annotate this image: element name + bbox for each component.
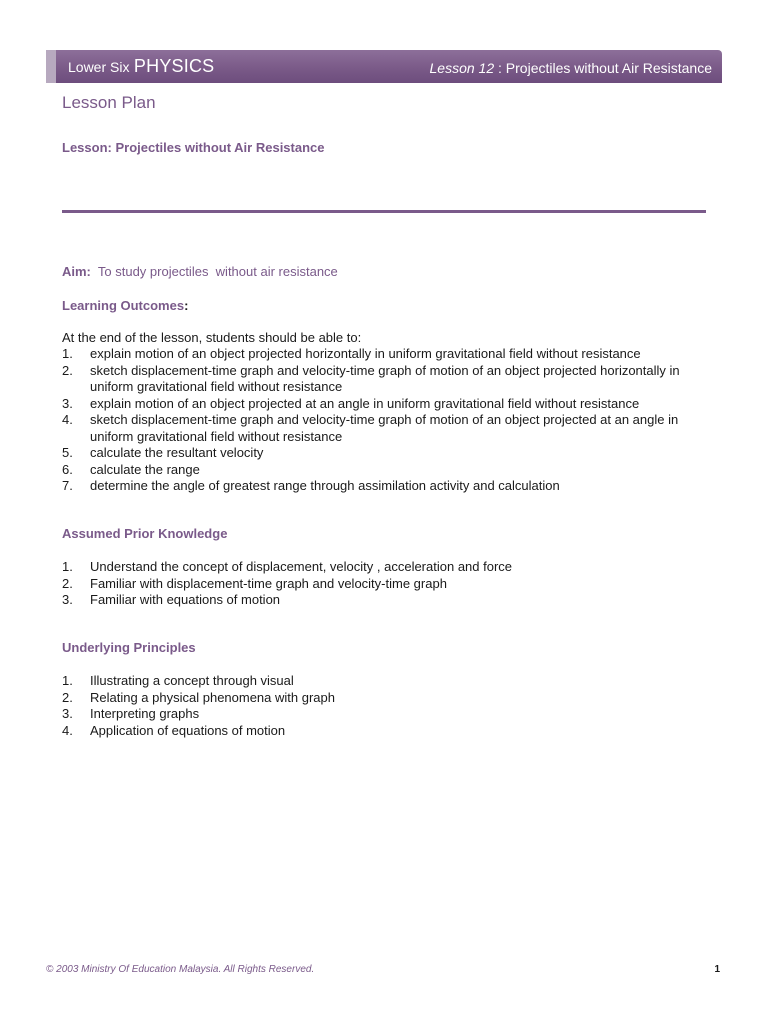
list-item — [62, 478, 722, 495]
list-number: 2. — [62, 689, 73, 705]
lesson-number: Lesson 12 — [429, 60, 495, 76]
aim-label: Aim: — [62, 264, 91, 279]
list-item — [62, 396, 722, 413]
list-item — [62, 592, 722, 609]
list-item-text: Relating a physical phenomena with graph — [90, 689, 335, 705]
list-item — [62, 559, 722, 576]
list-item — [62, 462, 722, 479]
course-subject: PHYSICS — [133, 56, 215, 76]
underlying-principles-heading: Underlying Principles — [62, 640, 196, 655]
lesson-title — [62, 140, 325, 155]
list-item — [62, 673, 722, 690]
list-item — [62, 412, 722, 445]
list-item-text: Understand the concept of displacement, velocity , acceleration and force — [90, 559, 513, 574]
prior-knowledge-heading: Assumed Prior Knowledge — [62, 526, 228, 541]
list-item — [62, 690, 722, 707]
list-item-text: sketch displacement-time graph and velocity-time graph of motion of an object projected horizontally in uniform gravitational field without resistance — [90, 362, 680, 394]
list-number: 4. — [62, 412, 73, 427]
divider — [62, 210, 706, 213]
list-item — [62, 445, 722, 462]
list-item-text: explain motion of an object projected horizontally in uniform gravitational field without resistance — [90, 346, 641, 361]
list-item-text: Familiar with equations of motion — [90, 592, 281, 607]
list-number: 3. — [62, 395, 73, 411]
prior-knowledge-list — [62, 559, 722, 609]
copyright-notice: © 2003 Ministry Of Education Malaysia. All Rights Reserved. — [46, 964, 315, 975]
lesson-title-text: Projectiles without Air Resistance — [115, 140, 325, 155]
list-item — [62, 706, 722, 723]
list-number: 3. — [62, 592, 73, 607]
list-number: 2. — [62, 362, 73, 378]
learning-outcomes-colon: : — [184, 298, 189, 313]
list-number: 6. — [62, 461, 73, 477]
list-item — [62, 723, 722, 740]
list-number: 1. — [62, 346, 73, 361]
list-number: 5. — [62, 445, 73, 460]
list-item-text: calculate the resultant velocity — [90, 445, 264, 460]
list-item-text: sketch displacement-time graph and velocity-time graph of motion of an object projected at an angle in uniform gravitational field without resistance — [90, 412, 679, 444]
list-item — [62, 576, 722, 593]
list-number: 7. — [62, 478, 73, 493]
header-lesson-title: Projectiles without Air Resistance — [505, 60, 712, 76]
list-number: 3. — [62, 706, 73, 721]
lesson-heading — [430, 60, 712, 76]
list-item-text: Interpreting graphs — [90, 706, 200, 721]
list-item — [62, 363, 722, 396]
course-level: Lower Six — [68, 59, 130, 75]
aim — [62, 264, 338, 279]
list-number: 1. — [62, 559, 73, 574]
list-item-text: Illustrating a concept through visual — [90, 673, 294, 688]
list-number: 2. — [62, 575, 73, 591]
learning-outcomes-heading-text: Learning Outcomes — [62, 298, 185, 313]
course-title — [68, 56, 214, 77]
page-number: 1 — [714, 964, 720, 975]
list-item-text: determine the angle of greatest range through assimilation activity and calculation — [90, 478, 560, 493]
list-item-text: Application of equations of motion — [90, 722, 286, 738]
list-item — [62, 346, 722, 363]
learning-outcomes-heading — [62, 298, 188, 313]
learning-outcomes-intro: At the end of the lesson, students should be able to: — [62, 330, 362, 345]
lesson-label: Lesson: — [62, 140, 112, 155]
list-number: 4. — [62, 722, 73, 738]
list-number: 1. — [62, 673, 73, 688]
aim-text: To study projectiles without air resistance — [97, 264, 338, 279]
list-item-text: Familiar with displacement-time graph and velocity-time graph — [90, 575, 447, 591]
list-item-text: explain motion of an object projected at an angle in uniform gravitational field without resistance — [90, 395, 640, 411]
lesson-separator: : — [494, 60, 506, 76]
document-type: Lesson Plan — [62, 93, 156, 112]
learning-outcomes-list — [62, 346, 722, 495]
header-banner — [46, 50, 722, 83]
underlying-principles-list — [62, 673, 722, 739]
list-item-text: calculate the range — [90, 461, 200, 477]
